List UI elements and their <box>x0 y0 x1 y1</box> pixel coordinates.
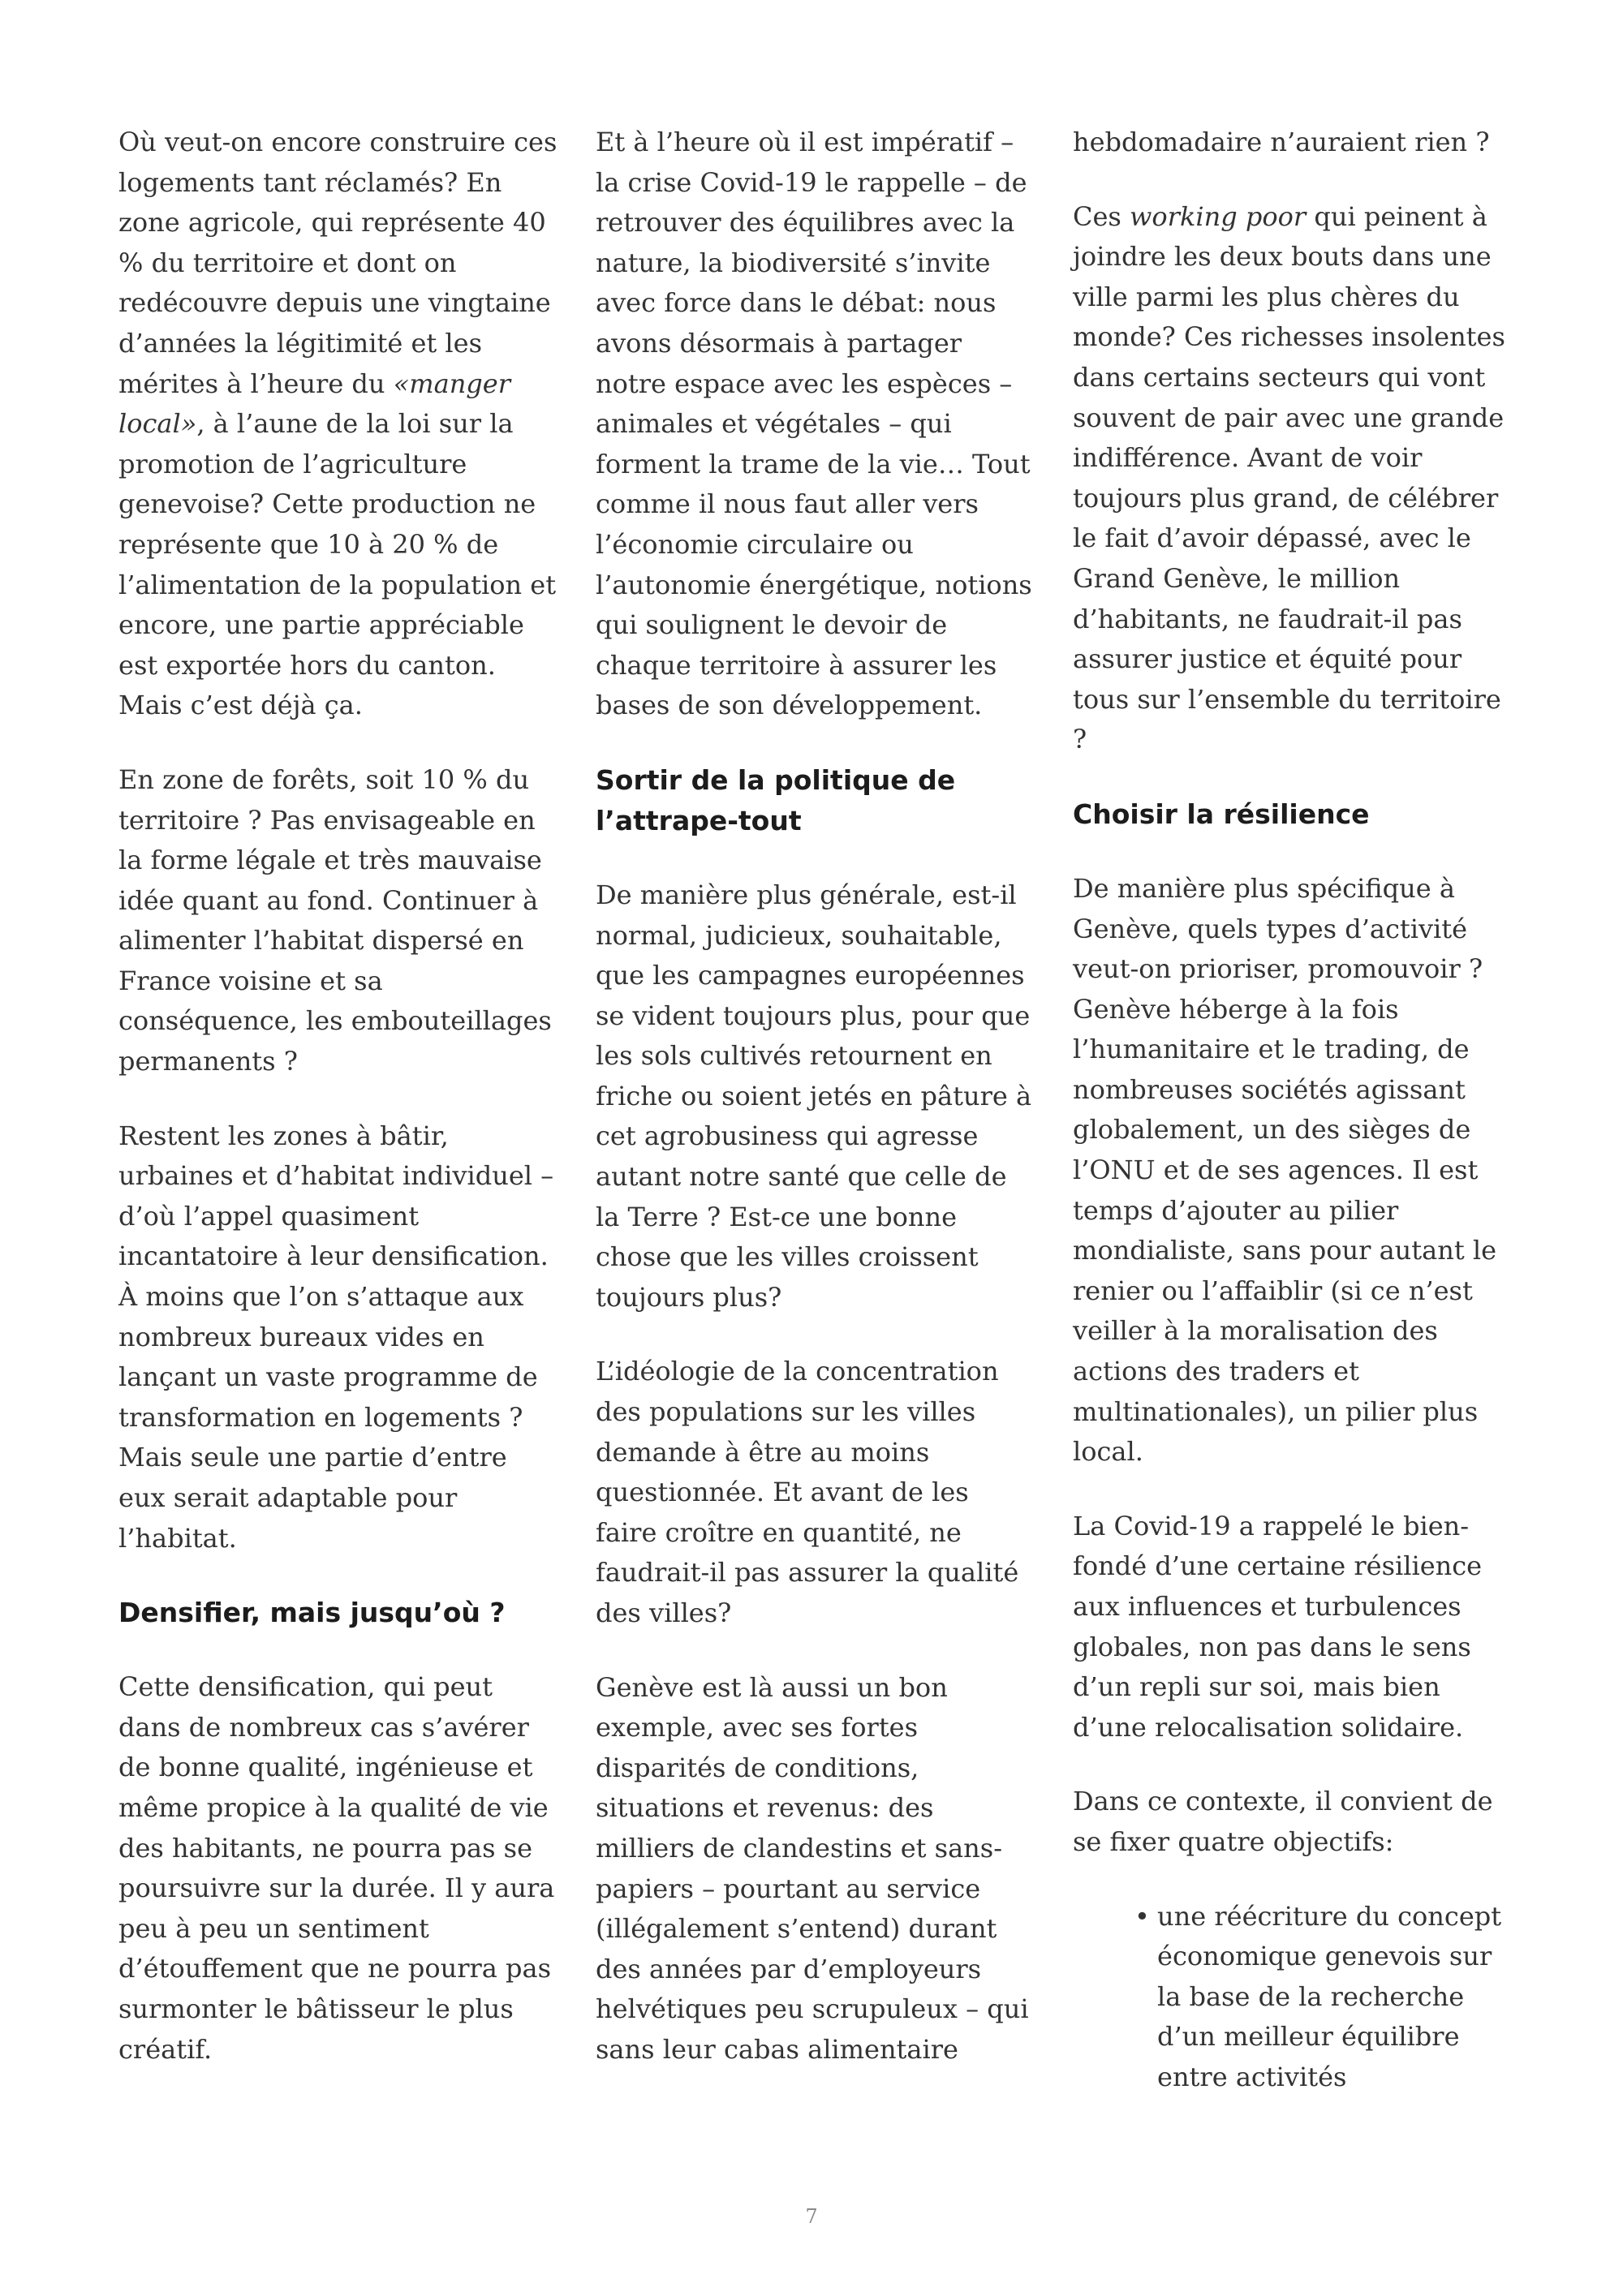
text-column-1 <box>118 123 561 2104</box>
section-heading-resilience: Choisir la résilience <box>1073 798 1370 830</box>
emphasis-text: working poor <box>1130 200 1307 232</box>
paragraph <box>118 123 561 726</box>
paragraph: Genève est là aussi un bon exemple, avec ses fortes disparités de conditions, situations et revenus: des milliers de clandestins et sans-papiers – pourtant au service (illégalement s’entend) durant des années par d’employeurs helvétiques peu scrupuleux – qui sans leur cabas alimentaire <box>596 1671 1029 2065</box>
paragraph: En zone de forêts, soit 10 % du territoire ? Pas envisageable en la forme légale et très mauvaise idée quant au fond. Continuer à alimenter l’habitat dispersé en France voisine et sa conséquence, les embouteillages permanents ? <box>118 763 552 1077</box>
text-column-2 <box>596 123 1038 2105</box>
paragraph: Cette densification, qui peut dans de nombreux cas s’avérer de bonne qualité, ingénieuse et même propice à la qualité de vie des habitants, ne pourra pas se poursuivre sur la durée. Il y aura peu à peu un sentiment d’étouffement que ne pourra pas surmonter le bâtisseur le plus créatif. <box>118 1671 555 2065</box>
paragraph-text: Ces <box>1073 200 1130 232</box>
text-column-3 <box>1073 123 1515 2098</box>
paragraph: Et à l’heure où il est impératif – la crise Covid-19 le rappelle – de retrouver des équilibres avec la nature, la biodiversité s’invite avec force dans le débat: nous avons désormais à partager notre espace avec les espèces – animales et végétales – qui forment la trame de la vie… Tout comme il nous faut aller vers l’économie circulaire ou l’autonomie énergétique, notions qui soulignent le devoir de chaque territoire à assurer les bases de son développement. <box>596 127 1032 721</box>
paragraph: L’idéologie de la concentration des populations sur les villes demande à être au moins questionnée. Et avant de les faire croître en quantité, ne faudrait-il pas assurer la qualité des villes? <box>596 1356 1019 1628</box>
paragraph <box>1073 197 1515 760</box>
paragraph: Dans ce contexte, il convient de se fixer quatre objectifs: <box>1073 1786 1493 1857</box>
page-number: 7 <box>805 2205 818 2228</box>
paragraph: De manière plus générale, est-il normal, judicieux, souhaitable, que les campagnes européennes se vident toujours plus, pour que les sols cultivés retournent en friche ou soient jetés en pâture à cet agrobusiness qui agresse autant notre santé que celle de la Terre ? Est-ce une bonne chose que les villes croissent toujours plus? <box>596 879 1032 1313</box>
list-item <box>1134 1897 1515 2098</box>
objectives-list <box>1073 1897 1515 2098</box>
section-heading-sortir: Sortir de la politique de l’attrape-tout <box>596 763 956 836</box>
bullet-icon: • <box>1134 1900 1150 1932</box>
paragraph: De manière plus spécifique à Genève, quels types d’activité veut-on prioriser, promouvoir ? Genève héberge à la fois l’humanitaire et le trading, de nombreuses sociétés agissant globalement, un des sièges de l’ONU et de ses agences. Il est temps d’ajouter au pilier mondialiste, sans pour autant le renier ou l’affaiblir (si ce n’est veiller à la moralisation des actions des traders et multinationales), un pilier plus local. <box>1073 872 1497 1468</box>
paragraph: hebdomadaire n’auraient rien ? <box>1073 127 1490 157</box>
list-item-text: une réécriture du concept économique genevois sur la base de la recherche d’un meilleur équilibre entre activités <box>1157 1900 1502 2092</box>
paragraph: La Covid-19 a rappelé le bien-fondé d’une certaine résilience aux influences et turbulences globales, non pas dans le sens d’un repli sur soi, mais bien d’une relocalisation solidaire. <box>1073 1510 1483 1743</box>
paragraph: Restent les zones à bâtir, urbaines et d’habitat individuel – d’où l’appel quasiment incantatoire à leur densification. À moins que l’on s’attaque aux nombreux bureaux vides en lançant un vaste programme de transformation en logements ? Mais seule une partie d’entre eux serait adaptable pour l’habitat. <box>118 1120 554 1554</box>
emphasis-text: «manger local» <box>118 368 511 440</box>
section-heading-densifier: Densifier, mais jusqu’où ? <box>118 1597 506 1629</box>
paragraph-text: , à l’aune de la loi sur la promotion de l’agriculture genevoise? Cette production ne représente que 10 à 20 % de l’alimentation de la population et encore, une partie appréciable est exportée hors du canton. Mais c’est déjà ça. <box>118 408 557 721</box>
paragraph-text: Où veut-on encore construire ces logements tant réclamés? En zone agricole, qui représente 40 % du territoire et dont on redécouvre depuis une vingtaine d’années la légitimité et les mérites à l’heure du <box>118 127 558 399</box>
paragraph-text: qui peinent à joindre les deux bouts dans une ville parmi les plus chères du monde? Ces richesses insolentes dans certains secteurs qui vont souvent de pair avec une grande indifférence. Avant de voir toujours plus grand, de célébrer le fait d’avoir dépassé, avec le Grand Genève, le million d’habitants, ne faudrait-il pas assurer justice et équité pour tous sur l’ensemble du territoire ? <box>1073 200 1505 755</box>
